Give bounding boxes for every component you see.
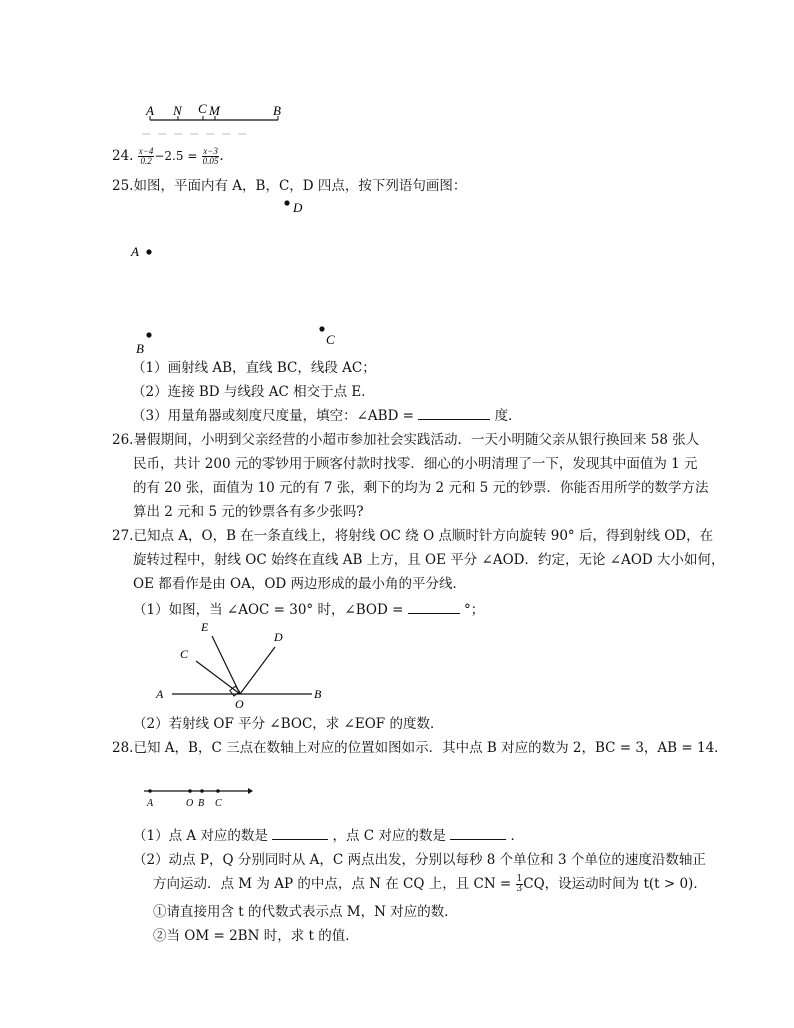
q27-answer-blank[interactable] bbox=[408, 600, 460, 614]
q28-line-1: 已知 A，B，C 三点在数轴上对应的位置如图如示．其中点 B 对应的数为 2，BC = 3，AB = 14． bbox=[133, 740, 728, 756]
q28-sub-1: ①请直接用含 t 的代数式表示点 M，N 对应的数． bbox=[153, 904, 458, 920]
q28-sub-2: ②当 OM = 2BN 时，求 t 的值． bbox=[153, 928, 359, 944]
question-27 bbox=[112, 526, 713, 546]
question-26 bbox=[112, 430, 699, 450]
q27-s1-unit: °； bbox=[464, 602, 485, 618]
label-C: C bbox=[198, 101, 207, 116]
q24-f1-den: 0.2 bbox=[140, 156, 152, 166]
segment-diagram bbox=[140, 98, 290, 138]
q25-figure bbox=[125, 195, 365, 360]
question-24 bbox=[112, 146, 224, 166]
q26-line-3: 的有 20 张，面值为 10 元的有 7 张，剩下的均为 2 元和 5 元的钞票．你能否用所学的数学方法 bbox=[133, 480, 709, 496]
q25-step-2: （2）连接 BD 与线段 AC 相交于点 E． bbox=[132, 384, 375, 400]
q26-line-4: 算出 2 元和 5 元的钞票各有多少张吗? bbox=[133, 504, 364, 520]
point-D bbox=[284, 200, 289, 205]
point-B bbox=[200, 789, 204, 793]
q24-end: . bbox=[219, 148, 224, 164]
q25-step-3 bbox=[132, 406, 522, 426]
q25-s3-unit: 度． bbox=[494, 408, 522, 424]
q25-step-1: （1）画射线 AB，直线 BC，线段 AC； bbox=[132, 360, 376, 376]
q28-step-2-line-2 bbox=[153, 874, 707, 894]
label-C: C bbox=[180, 647, 189, 661]
q26-line-1: 暑假期间，小明到父亲经营的小超市参加社会实践活动．一天小明随父亲从银行换回来 58 张人 bbox=[133, 432, 700, 448]
q25-points-diagram bbox=[125, 195, 365, 360]
label-C: C bbox=[215, 798, 222, 809]
q25-number: 25. bbox=[112, 178, 134, 194]
point-C bbox=[216, 789, 220, 793]
question-28 bbox=[112, 738, 728, 758]
point-O bbox=[188, 789, 192, 793]
q27-s1-text: （1）如图，当 ∠AOC = 30° 时，∠BOD = bbox=[133, 602, 404, 618]
label-E: E bbox=[201, 620, 209, 634]
label-C: C bbox=[326, 332, 335, 347]
question-25 bbox=[112, 176, 466, 196]
q24-fraction-1 bbox=[138, 147, 155, 166]
q27-line-2: 旋转过程中，射线 OC 始终在直线 AB 上方，且 OE 平分 ∠AOD．约定，无论 ∠AOD 大小如何， bbox=[133, 552, 725, 568]
q24-f2-num: x−3 bbox=[203, 146, 218, 156]
q28-s1-text-c: ． bbox=[510, 828, 525, 844]
label-A: A bbox=[146, 103, 154, 118]
figure-segment-top bbox=[140, 98, 290, 138]
q24-number: 24. bbox=[112, 148, 134, 164]
q27-figure bbox=[148, 618, 338, 710]
label-O: O bbox=[186, 798, 194, 809]
label-B: B bbox=[314, 687, 322, 701]
q26-line-2: 民币，共计 200 元的零钞用于顾客付款时找零．细心的小明清理了一下，发现其中面值为 1 元 bbox=[133, 456, 698, 472]
q27-line-3: OE 都看作是由 OA，OD 两边形成的最小角的平分线． bbox=[133, 576, 467, 592]
label-D: D bbox=[274, 630, 283, 644]
label-B: B bbox=[198, 798, 205, 809]
q28-step-2-line-1: （2）动点 P，Q 分别同时从 A，C 两点出发，分别以每秒 8 个单位和 3 个单位的速度沿数轴正 bbox=[133, 852, 706, 868]
q28-answer-blank-a[interactable] bbox=[272, 826, 328, 840]
label-A: A bbox=[156, 687, 164, 701]
point-A bbox=[148, 789, 152, 793]
q24-mid: −2.5 = bbox=[154, 149, 198, 163]
q28-frac-den: 3 bbox=[516, 884, 523, 894]
number-line-diagram bbox=[140, 782, 260, 812]
label-B: B bbox=[136, 341, 144, 356]
point-B bbox=[146, 332, 151, 337]
q27-number: 27. bbox=[112, 528, 134, 544]
q25-answer-blank[interactable] bbox=[418, 406, 490, 420]
q24-f2-den: 0.05 bbox=[202, 156, 219, 166]
label-A: A bbox=[147, 798, 154, 809]
point-A bbox=[146, 249, 151, 254]
label-B: B bbox=[273, 103, 281, 118]
q26-number: 26. bbox=[112, 432, 134, 448]
q27-step-2: （2）若射线 OF 平分 ∠BOC，求 ∠EOF 的度数． bbox=[133, 716, 444, 732]
q24-f1-num: x−4 bbox=[138, 146, 154, 156]
label-N: N bbox=[173, 103, 182, 118]
q25-text: 如图，平面内有 A，B，C，D 四点，按下列语句画图： bbox=[133, 178, 467, 194]
point-C bbox=[319, 326, 324, 331]
q28-step-1 bbox=[133, 826, 524, 846]
q25-s3-text: （3）用量角器或刻度尺度量，填空：∠ABD = bbox=[132, 408, 414, 424]
label-A: A bbox=[131, 244, 139, 259]
label-O: O bbox=[235, 697, 244, 710]
q27-line-1: 已知点 A，O，B 在一条直线上，将射线 OC 绕 O 点顺时针方向旋转 90° 后，得到射线 OD，在 bbox=[133, 528, 714, 544]
q28-s1-text-a: （1）点 A 对应的数是 bbox=[133, 828, 268, 844]
q28-number: 28. bbox=[112, 740, 134, 756]
label-D: D bbox=[293, 200, 303, 215]
q27-step-1 bbox=[133, 600, 484, 620]
q28-frac-num: 1 bbox=[516, 874, 523, 884]
q28-number-line bbox=[140, 782, 260, 812]
q28-answer-blank-c[interactable] bbox=[450, 826, 506, 840]
q28-s1-text-b: ，点 C 对应的数是 bbox=[332, 828, 446, 844]
q28-s2-text-a: 方向运动．点 M 为 AP 的中点，点 N 在 CQ 上，且 CN = bbox=[153, 876, 512, 892]
angle-diagram bbox=[148, 618, 338, 710]
q24-fraction-2 bbox=[202, 147, 220, 166]
q28-s2-text-b: CQ，设运动时间为 t(t > 0)． bbox=[523, 876, 707, 892]
label-M: M bbox=[209, 103, 220, 118]
